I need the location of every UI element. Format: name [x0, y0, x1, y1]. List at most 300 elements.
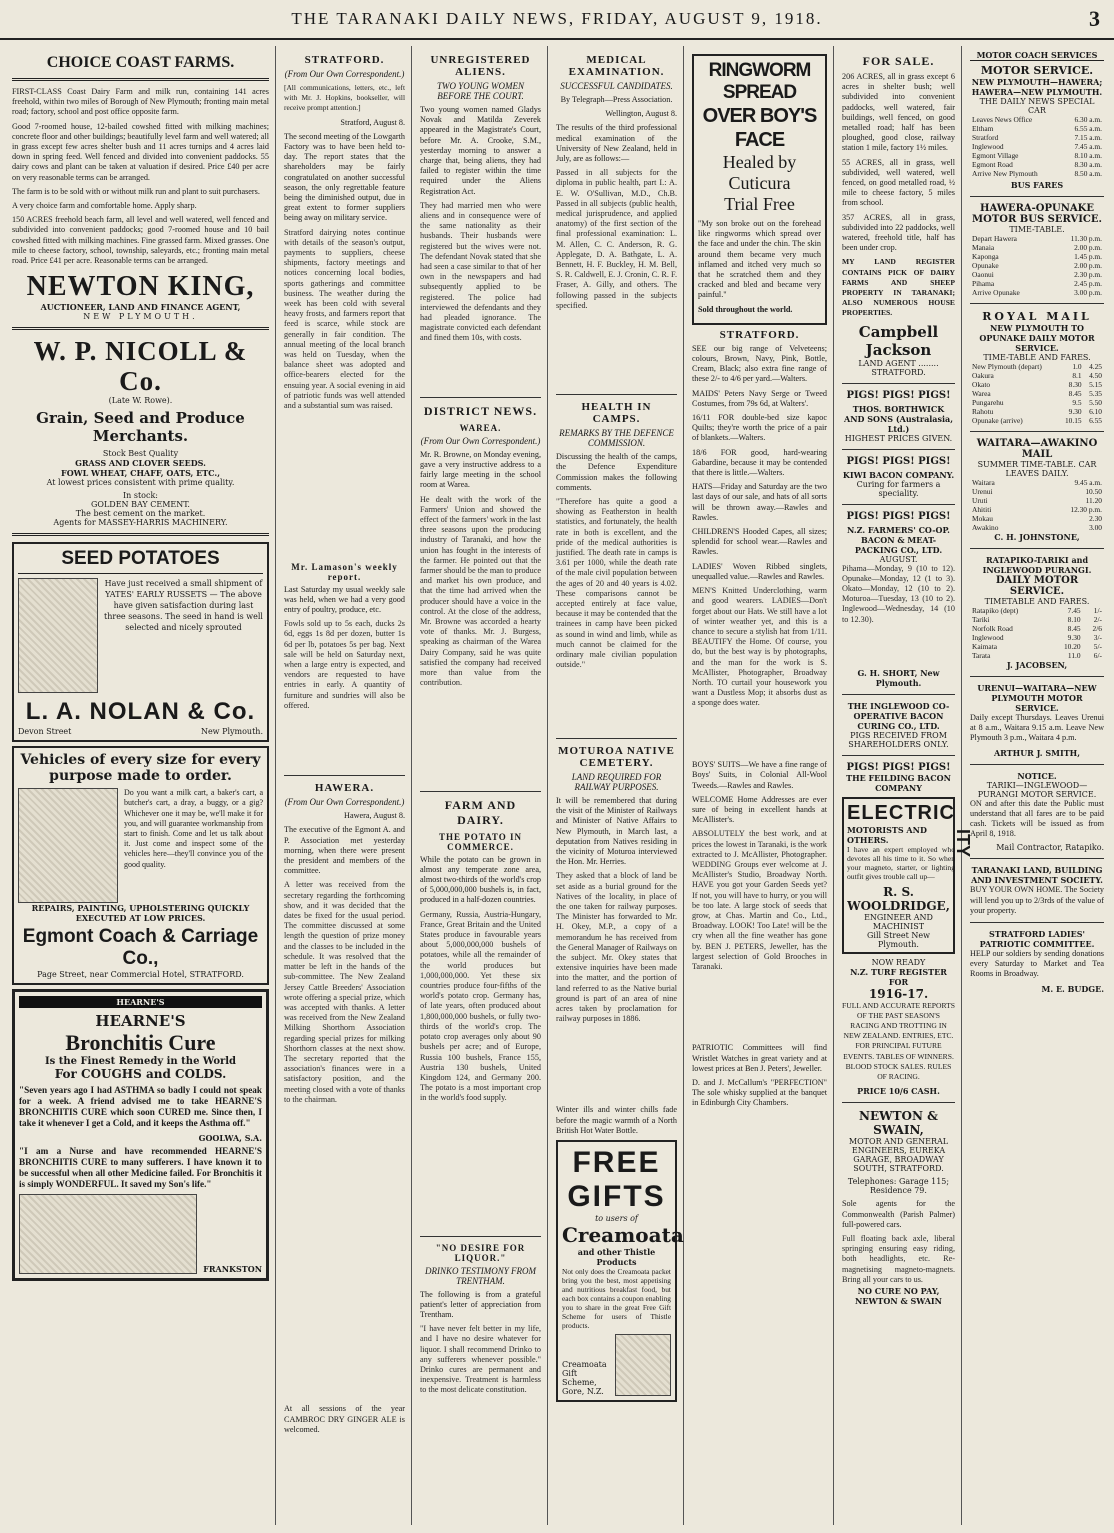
timetable-4-row [970, 505, 1104, 514]
ringworm-heading-2: OVER BOY'S FACE [702, 105, 817, 151]
sole-agents: Sole agents for the Commonwealth (Parish Palmer) full-powered cars. [842, 1199, 955, 1229]
timetable-4-cell: 10.50 [1085, 487, 1102, 496]
building-body: BUY YOUR OWN HOME. The Society will lend you up to 2/3rds of the value of your property. [970, 885, 1104, 915]
timetable-2-cell: 1.45 p.m. [1074, 252, 1102, 261]
notice-body: ON and after this date the Public must understand that all fares are to be paid cash. Tickets will be issued as from April 8, 1918. [970, 798, 1104, 839]
for-sale-1: 206 ACRES, all in grass except 6 acres in shelter bush; well subdivided into convenient paddocks, well watered, fair buildings, well fenced, on good metalled road; half has been ploughed, good close, railway station 1 mile, factory 1½ miles. [842, 72, 955, 153]
timetable-5-cell: Tariki [972, 615, 990, 624]
short: G. H. SHORT, New Plymouth. [857, 667, 940, 688]
nicoll-line-6: GOLDEN BAY CEMENT. [91, 500, 190, 510]
warea-sub: (From Our Own Correspondent.) [420, 435, 541, 446]
timetable-1-cell: 8.10 a.m. [1074, 151, 1102, 160]
royal-sub: NEW PLYMOUTH TO OPUNAKE DAILY MOTOR SERVICE. [979, 323, 1095, 353]
timetable-1-cell: Egmont Village [972, 151, 1019, 160]
ringworm-sold: Sold throughout the world. [698, 304, 793, 314]
seed-body: Have just received a small shipment of YATES' EARLY RUSSETS — The above have given satisfaction during last three seasons. The seed in hand is well selected and nicely sprouted [104, 579, 263, 633]
pigs-banner-1: PIGS! PIGS! PIGS! [846, 389, 951, 401]
timetable-5-row [970, 651, 1104, 660]
timetable-2-cell: Kaponga [972, 252, 999, 261]
timetable-2-cell: 2.45 p.m. [1074, 279, 1102, 288]
timetable-3-cell: 6.10 [1089, 407, 1102, 416]
campbell-jackson: Campbell Jackson [858, 322, 939, 359]
masthead [0, 0, 1114, 40]
timetable-5-cell: 9.30 [1067, 633, 1081, 642]
hearne-illustration [19, 1194, 197, 1274]
hawera-body: A letter was received from the secretary regarding the forthcoming show, and it was decided that the dates be fixed for the usual period. The committee discussed at some length the question of prize money and the classes to be included in the schedule. It was resolved that the matter be left in the hands of the sub-committee. The New Zealand Jersey Cattle Breeders' Association wrote offering a special prize, which was accepted with thanks. A letter was received from the New Zealand Milking Shorthorn Association regarding special prizes for milking Shorthorn classes at the next show. The secretary reported that the association's finances were in a satisfactory position, and the meeting closed with a vote of thanks to the chairman. [284, 880, 405, 1104]
timetable-1-cell: 8.30 a.m. [1074, 160, 1102, 169]
turf-price: PRICE 10/6 CASH. [857, 1086, 940, 1097]
timetable-5-cell: Kaimata [972, 642, 998, 651]
column-5 [686, 46, 834, 1525]
pigs-banner-4: PIGS! PIGS! PIGS! [846, 761, 951, 773]
timetable-5-cell: 8.10 [1067, 615, 1081, 624]
farms-heading: CHOICE COAST FARMS. [46, 54, 235, 71]
stratford-p1: The second meeting of the Lowgarth Factory was to have been held to-day. The report states that the shareholders may be fairly congratulated on another successful season, the only regrettable feature being the diminished output, due in great extent to former suppliers being away on military service. [284, 131, 405, 223]
timetable-4-row [970, 523, 1104, 532]
timetable-3-row [970, 380, 1104, 389]
timetable-5-cell: 10.20 [1063, 642, 1081, 651]
timetable-2-cell: Oaonui [972, 270, 994, 279]
timetable-2-row [970, 234, 1104, 243]
smith: ARTHUR J. SMITH, [993, 747, 1081, 758]
liquor-p1: The following is from a grateful patient's letter of appreciation from Trentham. [420, 1289, 541, 1320]
timetable-5-cell: Norfolk Road [972, 624, 1013, 633]
ringworm-heading-3: Healed by Cuticura [722, 152, 797, 193]
timetable-2-row [970, 261, 1104, 270]
egmont-coach-ad [12, 746, 269, 985]
timetable-5-row [970, 606, 1104, 615]
farm1-details: Good 7-roomed house, 12-bailed cowshed fitted with milking machines; concrete floor and other buildings; beautifully level farm and well watered; all in grass except few acres shelter bush and 11 acres turnips and 4 acres laid down in spring feed. Well fenced and divided into convenient paddocks. 55 dairy cows and plant can be taken at valuation if desired. Price £40 per acre on very reasonable terms can be arranged. [12, 121, 269, 182]
timetable-4-cell: 9.45 a.m. [1074, 478, 1102, 487]
column-4 [550, 46, 684, 1525]
ringworm-heading-4: Trial Free [724, 194, 795, 214]
divider [12, 533, 269, 536]
stratford-dateline: Stratford, August 8. [340, 117, 405, 127]
divider [970, 431, 1104, 432]
hearne-quote-1: "Seven years ago I had ASTHMA so badly I could not speak for a week. A friend advised me to take HEARNE'S BRONCHITIS CURE which soon CURED me. Since then, I take it whenever I get a Cold, and it keeps the Asthma off." [19, 1085, 262, 1129]
timetable-5-cell: 1/- [1093, 606, 1102, 615]
hearne-quote-2-sig: FRANKSTON [203, 1264, 262, 1275]
inglewood-bacon: THE INGLEWOOD CO-OPERATIVE BACON CURING CO., LTD. [847, 700, 950, 731]
for-sale-2: 55 ACRES, all in grass, well subdivided, well watered, well fenced, on good metalled road, ½ mile to cheese factory, 5 miles from school. [842, 157, 955, 208]
lamason-heading: Mr. Lamason's weekly report. [291, 561, 398, 582]
timetable-1-cell: 6.30 a.m. [1074, 115, 1102, 124]
stratford-ad-7: LADIES' Woven Ribbed singlets, unequalled value.—Rawles and Rawles. [692, 561, 827, 581]
timetable-3-row [970, 362, 1104, 371]
turf-body: FULL AND ACCURATE REPORTS OF THE PAST SEASON'S RACING AND TROTTING IN NEW ZEALAND. ENTRIES, ETC. FOR PRINCIPAL FUTURE EVENTS. TABLES OF WINNERS. BLOOD STOCK SALES. RULES OF RACING. [842, 1000, 955, 1082]
urenui-body: Daily except Thursdays. Leaves Urenui at 8 a.m., Waitara 9.15 a.m. Leave New Plymouth 3 p.m., Waitara 4 p.m. [970, 713, 1104, 743]
hawera-dateline: Hawera, August 8. [344, 811, 405, 821]
ringworm-body: "My son broke out on the forehead like ringworms which spread over the face and under the chin. The skin around them became very much inflamed and itched very much so that he scratched them and they cracked and bled and became very painful." [698, 219, 821, 300]
timetable-2-row [970, 288, 1104, 297]
timetable-4-cell: 2.30 [1089, 514, 1102, 523]
divider [420, 1236, 541, 1237]
divider [420, 791, 541, 792]
farm2-text: 150 ACRES freehold beach farm, all level and well watered, well fenced and subdivided into convenient paddocks; good 7-roomed house and 10 bail cowshed fitted with milking machines. Fine grassed farm. Mixed grasses. One mile to cheese factory, school, township, saleyards, etc.; fronting main metal road. Price £41 per acre. Reasonable terms can be arranged. [12, 215, 269, 266]
aliens-body: They had married men who were aliens and in consequence were of the same nationality as their husbands. Their husbands were registered but the wives were not. The defendant Novak stated that she had seen a case similar to that of her own in the newspapers and had subsequently applied to be registered. The police had interviewed the defendants and they had pleaded ignorance. The magistrate convicted each defendant and fined them 10s, with costs. [420, 200, 541, 343]
timetable-5-row [970, 633, 1104, 642]
column-3 [414, 46, 548, 1525]
timetable-4 [970, 478, 1104, 532]
timetable-1 [970, 115, 1104, 178]
notice-sub: TARIKI—INGLEWOOD—PURANGI MOTOR SERVICE. [977, 780, 1097, 799]
stratford-ad-9: WELCOME Home Addresses are ever sure of being in excellent hands at McAllister's. [692, 794, 827, 825]
stratford-ad-11: D. and J. McCallum's "PERFECTION" The sole whisky supplied at the banquet in Edinburgh City Chambers. [692, 1077, 827, 1108]
timetable-5-cell: 2/6 [1092, 624, 1102, 633]
divider [12, 327, 269, 330]
nicoll-line-8: Agents for MASSEY-HARRIS MACHINERY. [53, 518, 228, 528]
stratford-ad-5: HATS—Friday and Saturday are the two last days of our sale, and hats of all sorts will be thrown away.—Rawles and Rawles. [692, 482, 827, 522]
timetable-4-cell: Awakino [972, 523, 999, 532]
divider [970, 548, 1104, 549]
royal-mail: ROYAL MAIL [982, 310, 1092, 323]
medical-p1: The results of the third professional medical examination of the University of New Zealand, held in July, are as follows:— [556, 123, 677, 164]
creamoata-product: Creamoata [562, 1223, 684, 1248]
tt-fares: TIMETABLE AND FARES. [984, 597, 1090, 606]
aliens-heading: UNREGISTERED ALIENS. [430, 54, 531, 78]
nicoll-line-4: At lowest prices consistent with prime quality. [46, 478, 235, 488]
health-heading: HEALTH IN CAMPS. [581, 401, 652, 426]
ladies-heading: STRATFORD LADIES' PATRIOTIC COMMITTEE. [979, 929, 1095, 950]
masthead-title: THE TARANAKI DAILY NEWS, FRIDAY, AUGUST 9, 1918. [291, 9, 823, 28]
electric-side: ITY [953, 829, 973, 858]
creamoata-ad [556, 1140, 684, 1402]
wooldridge-sub: ENGINEER AND MACHINIST [864, 912, 933, 931]
stratford-ad-2: MAIDS' Peters Navy Serge or Tweed Costumes, from 79s 6d, at Walters'. [692, 388, 827, 408]
timetable-5-cell: 6/- [1093, 651, 1102, 660]
vehicles-body: Do you want a milk cart, a baker's cart, a butcher's cart, a dray, a buggy, or a gig? Whichever one it may be, we'll make it for you, and will guarantee workmanship from start to finish. Come and let us talk about it. Just come and inspect some of the vehicles here—they'll convince you of the good quality. [124, 788, 263, 869]
timetable-1-row [970, 160, 1104, 169]
nolan-right: New Plymouth. [200, 727, 263, 737]
timetable-1-row [970, 124, 1104, 133]
warea-body: He dealt with the work of the Farmers' Union and showed the effect of the farmers' work in the last three seasons upon the producing industry of Taranaki, and how the union has fought in the interests of the farmer. He pointed out that the farmer should be the man to produce and market his own produce, and that the time had arrived when the producer should have a voice in the control. At the close of the address, Mr. Browne was accorded a hearty vote of thanks. Mr. J. Burgess, speaking as chairman of the Warea Dairy Company, said he was quite satisfied the company had received more than value from the contribution. [420, 494, 541, 688]
hearne-quote-1-sig: GOOLWA, S.A. [198, 1133, 262, 1144]
newton-swain-sub: MOTOR AND GENERAL ENGINEERS, EUREKA GARAGE, BROADWAY SOUTH, STRATFORD. [848, 1137, 949, 1174]
egmont-name: Egmont Coach & Carriage Co., [22, 926, 259, 970]
timetable-4-cell: Mokau [972, 514, 993, 523]
warea-heading: WAREA. [459, 422, 502, 433]
divider [970, 196, 1104, 197]
timetable-5 [970, 606, 1104, 660]
kiwi-bacon: KIWI BACON COMPANY. [842, 469, 955, 480]
building-society: TARANAKI LAND, BUILDING AND INVESTMENT SOCIETY. [971, 865, 1103, 886]
land-register: MY LAND REGISTER CONTAINS PICK OF DAIRY FARMS AND SHEEP PROPERTY IN TARANAKI; ALSO NUMEROUS HOUSE PROPERTIES. [842, 257, 955, 318]
for-sale-heading: FOR SALE. [862, 54, 935, 68]
timetable-1-row [970, 142, 1104, 151]
newton-swain-footer: NEWTON & SWAIN [855, 1295, 942, 1306]
timetable-5-row [970, 624, 1104, 633]
electricity-ad [842, 797, 973, 954]
stratford-ad-10: PATRIOTIC Committees will find Wristlet Watches in great variety and at lowest prices at Ben J. Peters', Jeweller. [692, 1043, 827, 1073]
timetable-2-cell: Opunake [972, 261, 999, 270]
timetable-3-cell: 5.50 [1089, 398, 1102, 407]
nz-farmers-sub: AUGUST. [879, 554, 918, 564]
medical-sub: SUCCESSFUL CANDIDATES. [560, 81, 673, 91]
timetable-3-cell: 9.30 [1068, 407, 1082, 416]
timetable-1-cell: Egmont Road [972, 160, 1013, 169]
borthwick: THOS. BORTHWICK AND SONS (Australasia, Ltd.) [843, 403, 953, 434]
farm1-terms: The farm is to be sold with or without milk run and plant to suit purchasers. [12, 186, 260, 196]
potato-illustration [18, 578, 98, 693]
timetable-5-row [970, 642, 1104, 651]
ratapiko-heading: RATAPIKO-TARIKI and INGLEWOOD PURANGI. [982, 555, 1092, 575]
hearne-line-2: For COUGHS and COLDS. [54, 1067, 227, 1082]
inglewood-sub: PIGS RECEIVED FROM SHAREHOLDERS ONLY. [848, 730, 949, 749]
timetable-2-cell: 3.00 p.m. [1074, 288, 1102, 297]
free-line-1: to users of [595, 1214, 638, 1224]
egmont-address: Page Street, near Commercial Hotel, STRATFORD. [37, 970, 244, 980]
timetable-3-cell: 4.50 [1089, 371, 1102, 380]
timetable-1-cell: Eltham [972, 124, 994, 133]
divider [842, 383, 955, 384]
hearne-banner: HEARNE'S [19, 996, 262, 1008]
timetable-4-cell: 3.00 [1089, 523, 1102, 532]
timetable-3-cell: 6.55 [1089, 416, 1102, 425]
moturoa-heading: MOTUROA NATIVE CEMETERY. [558, 745, 675, 770]
farm-dairy-heading: FARM AND DAIRY. [444, 797, 517, 827]
timetable-2-cell: 2.00 p.m. [1074, 261, 1102, 270]
free-line-2: and other Thistle Products [577, 1247, 656, 1268]
telephones: Telephones: Garage 115; Residence 79. [847, 1177, 950, 1196]
divider [842, 694, 955, 695]
cuticura-ad [692, 54, 827, 325]
timetable-5-cell: Tarata [972, 651, 991, 660]
timetable-2-cell: 2.30 p.m. [1074, 270, 1102, 279]
stratford-ad-1: SEE our big range of Velveteens; colours, Brown, Navy, Pink, Bottle, Cream, Black; also extra fine range of these 2/- to 4/6 per yard.—Walters. [692, 343, 827, 384]
nz-farmers-schedule: Pihama—Monday, 9 (10 to 12). Opunake—Monday, 12 (1 to 3). Okato—Monday, 12 (10 to 2). Moturoa—Tuesday, 13 (10 to 2). Inglewood—Wednesday, 14 (10 to 12.30). [842, 563, 955, 624]
timetable-3-cell: 9.5 [1072, 398, 1082, 407]
timetable-3-cell: Rahotu [972, 407, 994, 416]
turf-line-2: N.Z. TURF REGISTER FOR [850, 966, 947, 987]
timetable-5-cell: Ratapiko (dept) [972, 606, 1019, 615]
seed-heading: SEED POTATOES [18, 548, 263, 574]
nicoll-late: (Late W. Rowe). [108, 396, 173, 406]
timetable-4-cell: 11.20 [1085, 496, 1102, 505]
notice-heading: NOTICE. [1017, 770, 1057, 781]
kiwi-sub: Curing for farmers a speciality. [856, 479, 941, 498]
timetable-2-cell: Depart Hawera [972, 234, 1017, 243]
stratford-ad-8: BOYS' SUITS—We have a fine range of Boys' Suits, in Colonial All-Wool Tweeds.—Rawles and Rawles. [692, 760, 827, 790]
divider [970, 764, 1104, 765]
timetable-3 [970, 362, 1104, 425]
timetable-5-cell: 3/- [1093, 633, 1102, 642]
timetable-4-row [970, 514, 1104, 523]
page-number: 3 [1089, 6, 1102, 31]
waitara-sub: SUMMER TIME-TABLE. CAR LEAVES DAILY. [977, 460, 1097, 478]
divider [12, 78, 269, 81]
stratford-note: [All communications, letters, etc., left with Mr. J. Hopkins, bookseller, will receive prompt attention.] [284, 83, 405, 113]
timetable-5-cell: 11.0 [1067, 651, 1081, 660]
timetable-1-cell: Leaves News Office [972, 115, 1033, 124]
borthwick-sub: HIGHEST PRICES GIVEN. [844, 433, 953, 443]
ringworm-heading-1: RINGWORM SPREAD [708, 60, 811, 103]
newton-swain-name: NEWTON & SWAIN, [859, 1109, 938, 1138]
medical-heading: MEDICAL EXAMINATION. [568, 54, 665, 78]
timetable-2-row [970, 270, 1104, 279]
timetable-5-cell: 2/- [1093, 615, 1102, 624]
liquor-body: "I have never felt better in my life, and I have no desire whatever for liquor. I shall recommend Drinko to any sufferers whenever possible." Drinko cures are permanent and inexpensive. Treatment is harmless to the most delicate constitution. [420, 1324, 541, 1395]
district-news-heading: DISTRICT NEWS. [423, 403, 538, 418]
health-sub: REMARKS BY THE DEFENCE COMMISSION. [559, 428, 674, 449]
time-table: TIME-TABLE. [1009, 225, 1065, 234]
lamason-body: Fowls sold up to 5s each, ducks 2s 6d, eggs 1s 8d per dozen, butter 1s 6d per lb, potatoes 5s per bag. Next sale will be held on Saturday next, when a large entry is expected, and vendors are requested to have entries in early. A quantity of furniture and sundries will also be offered. [284, 619, 405, 710]
feilding-bacon: THE FEILDING BACON COMPANY [846, 772, 951, 793]
timetable-1-cell: Inglewood [972, 142, 1004, 151]
timetable-1-cell: 7.15 a.m. [1074, 133, 1102, 142]
timetable-3-cell: 8.30 [1068, 380, 1082, 389]
timetable-1-cell: Arrive New Plymouth [972, 169, 1038, 178]
daily-special: THE DAILY NEWS SPECIAL CAR [979, 97, 1095, 115]
timetable-3-cell: 4.25 [1089, 362, 1102, 371]
timetable-1-cell: Stratford [972, 133, 999, 142]
johnstone: C. H. JOHNSTONE, [994, 532, 1080, 542]
timetable-1-cell: 6.55 a.m. [1074, 124, 1102, 133]
timetable-2-row [970, 279, 1104, 288]
timetable-3-cell: Oakura [972, 371, 994, 380]
stratford-body: Stratford dairying notes continue with details of the season's output, payments to suppliers, cheese shipments, factory meetings and notices concerning local bodies, sports gatherings and committee business. The weather during the week has been cold with several heavy frosts, and farmers report that feed is scarce, while stock are generally in fair condition. The annual meeting of the local branch was held on Tuesday, when the balance sheet was adopted and office-bearers elected for the ensuing year. A social evening in aid of patriotic funds was well attended and a substantial sum was raised. [284, 227, 405, 411]
timetable-3-cell: 5.15 [1089, 380, 1102, 389]
daily-motor: DAILY MOTOR SERVICE. [995, 575, 1079, 597]
vehicles-repairs: REPAIRS, PAINTING, UPHOLSTERING QUICKLY EXECUTED AT LOW PRICES. [31, 903, 250, 924]
newton-king-sub: AUCTIONEER, LAND AND FINANCE AGENT, [40, 302, 241, 313]
newton-king-name: NEWTON KING, [26, 271, 255, 303]
timetable-3-cell: 1.0 [1072, 362, 1082, 371]
turf-line-1: NOW READY [871, 957, 926, 967]
timetable-3-cell: Opunake (arrive) [972, 416, 1023, 425]
potato-heading: THE POTATO IN COMMERCE. [438, 831, 522, 852]
nicoll-name: W. P. NICOLL & Co. [33, 336, 248, 397]
divider [970, 676, 1104, 677]
nicoll-line-5: In stock: [122, 491, 158, 501]
cart-illustration [18, 788, 118, 903]
hawera-heading: HAWERA. [314, 782, 375, 795]
medical-body: Passed in all subjects for the diploma in public health, part I.: A. E. W. O'Sullivan, M.D., Ch.B. Passed in all subjects (public health, medical jurisprudence, and applied anatomy) of the first section of the final professional examination: L. M. Allen, C. C. Anderson, R. G. Applegate, D. A. Bathgate, L. A. Bennett, H. F. Buckley, H. M. Bell, S. R. Caldwell, E. J. Cronin, C. R. F. Fraser, A. Gilly, and others. The following passed in the subjects specified. [556, 168, 677, 310]
timetable-3-cell: 10.15 [1064, 416, 1082, 425]
hawera-p1: The executive of the Egmont A. and P. Association met yesterday morning, when there were present the president and members of the committee. [284, 825, 405, 876]
nicoll-line-2: GRASS AND CLOVER SEEDS. [75, 458, 206, 469]
column-7 [964, 46, 1110, 1525]
farm1-apply: A very choice farm and comfortable home. Apply sharp. [12, 201, 197, 211]
timetable-2-row [970, 252, 1104, 261]
timetable-3-cell: 8.45 [1068, 389, 1082, 398]
medical-byline: By Telegraph—Press Association. [560, 95, 673, 104]
no-cure: NO CURE NO PAY, [857, 1285, 940, 1296]
hearne-product: Bronchitis Cure [65, 1030, 216, 1056]
stratford-ad-3: 16/11 FOR double-bed size kapoc Quilts; they're worth the price of a pair of blankets.—Walters. [692, 413, 827, 443]
timetable-3-cell: Okato [972, 380, 991, 389]
timetable-4-cell: Urenui [972, 487, 993, 496]
timetable-4-row [970, 487, 1104, 496]
timetable-5-cell: 7.45 [1067, 606, 1081, 615]
pigs-banner-3: PIGS! PIGS! PIGS! [846, 510, 951, 522]
timetable-3-row [970, 398, 1104, 407]
seed-potatoes-ad [12, 542, 269, 742]
hearne-quote-2: "I am a Nurse and have recommended HEARNE'S BRONCHITIS CURE to many sufferers. I have known it to be successful when all other Medicine failed. For Bronchitis it is simply WONDERFUL. It saved my Son's life." [19, 1146, 262, 1190]
timetable-4-row [970, 478, 1104, 487]
np-hawera: NEW PLYMOUTH—HAWERA; HAWERA—NEW PLYMOUTH. [971, 77, 1103, 97]
baby-illustration [615, 1334, 671, 1396]
timetable-2-cell: Arrive Opunake [972, 288, 1020, 297]
electric-word: ELECTRIC [847, 801, 955, 824]
medical-dateline: Wellington, August 8. [605, 109, 677, 119]
lamason-p1: Last Saturday my usual weekly sale was held, when we had a very good entry of poultry, produce, etc. [284, 584, 405, 615]
timetable-2-cell: Pihama [972, 279, 995, 288]
divider [556, 394, 677, 395]
hawera-opunake: HAWERA-OPUNAKE MOTOR BUS SERVICE. [972, 203, 1102, 225]
timetable-3-cell: 5.35 [1089, 389, 1102, 398]
timetable-2-cell: 11.30 p.m. [1070, 234, 1102, 243]
nolan-name: L. A. NOLAN & Co. [25, 698, 256, 726]
timetable-1-cell: 8.50 a.m. [1074, 169, 1102, 178]
health-p1: Discussing the health of the camps, the Defence Expenditure Commission makes the following comments. [556, 452, 677, 492]
column-6 [836, 46, 973, 1525]
divider [842, 504, 955, 505]
motor-service: MOTOR SERVICE. [980, 64, 1094, 77]
stratford-ads-more: ABSOLUTELY the best work, and at prices the lowest in Taranaki, is the work extracted to J. McAllister, Photographer. WEDDING Groups ever welcome at J. McAllister's Studio, Broadway North. HAVE you got your Garden Seeds yet? If not, you will have to hurry, or you will be too late. A large stock of seeds that grow, at Chas. Martin and Co., Ltd., Broadway. LOOK! Too Late! will be the cry when all the fine weather has gone by. BEN J. PETERS, Jeweller, has the largest selection of Gold Brooches in Taranaki. [692, 829, 827, 971]
timetable-4-cell: Uruti [972, 496, 988, 505]
potato-body: Germany, Russia, Austria-Hungary, France, Great Britain and the United States produce in favourable years about 5,000,000,000 bushels of potatoes, while all the remainder of the world produces but 1,000,000,000. Yet these six countries produce four-fifths of the world's potato crop. Germany has, of late years, often produced about 1,800,000,000 bushels, or fully two-thirds of the world's crop. The potato crop averages only about 90 bushels per acre; and of Europe, Russia 100 bushels, France 155, Austria 130 bushels, United Kingdom 124, and Germany 200. The potato is a most important crop in the world's food supply. [420, 909, 541, 1103]
moturoa-p1: It will be remembered that during the visit of the Minister of Railways and Minister of Native Affairs to New Plymouth, in March last, a deputation from Natives residing in the vicinity of Moturoa interviewed the Hon. Mr. Herries. [556, 796, 677, 867]
liquor-heading: "NO DESIRE FOR LIQUOR." [435, 1242, 526, 1263]
stratford-final: At all sessions of the year CAMBROC DRY GINGER ALE is welcomed. [284, 1404, 405, 1434]
timetable-2-cell: Manaia [972, 243, 995, 252]
wooldridge-name: R. S. WOOLDRIDGE, [847, 884, 950, 913]
divider [842, 449, 955, 450]
mail-contractor: Mail Contractor, Ratapiko. [996, 843, 1104, 853]
column-2 [278, 46, 412, 1525]
timetable-2-cell: 2.00 p.m. [1074, 243, 1102, 252]
warea-p1: Mr. R. Browne, on Monday evening, gave a very instructive address to a fairly large meeting in the school room at Warea. [420, 449, 541, 490]
divider [556, 738, 677, 739]
farm1-text: FIRST-CLASS Coast Dairy Farm and milk run, containing 141 acres freehold, within two miles of Borough of New Plymouth; fronting main metal road; factory, school and post office opposite farm. [12, 87, 269, 117]
stratford-heading: STRATFORD. [304, 54, 385, 66]
turf-line-3: 1916-17. [868, 986, 929, 1001]
aliens-sub: TWO YOUNG WOMEN BEFORE THE COURT. [436, 81, 524, 101]
divider [970, 858, 1104, 859]
timetable-5-cell: 5/- [1093, 642, 1102, 651]
electric-body: I have an expert employed who devotes all his time to it. So when your magneto, starter, or lighting outfit gives trouble call up— [847, 844, 955, 881]
timetable-3-row [970, 407, 1104, 416]
divider [842, 1102, 955, 1103]
timetable-3-cell: Pungarehu [972, 398, 1004, 407]
timetable-3-row [970, 416, 1104, 425]
liquor-sub: DRINKO TESTIMONY FROM TRENTHAM. [424, 1265, 536, 1286]
nicoll-line-1: Stock Best Quality [102, 449, 179, 459]
wooldridge-address: Gill Street New Plymouth. [867, 930, 930, 949]
timetable-2-row [970, 243, 1104, 252]
waitara-awakino: WAITARA—AWAKINO MAIL [976, 438, 1098, 460]
stratford-sub: (From Our Own Correspondent.) [284, 69, 405, 79]
free-signature: Creamoata Gift Scheme, Gore, N.Z. [562, 1360, 607, 1397]
bus-fares: BUS FARES [1010, 180, 1064, 190]
hearne-ad [12, 989, 269, 1281]
timetable-1-row [970, 115, 1104, 124]
timetable-3-row [970, 389, 1104, 398]
moturoa-sub: LAND REQUIRED FOR RAILWAY PURPOSES. [571, 772, 662, 793]
hawera-sub: (From Our Own Correspondent.) [284, 797, 405, 808]
timetable-5-cell: Inglewood [972, 633, 1004, 642]
free-body: Not only does the Creamoata packet bring you the best, most appetising and nutritious breakfast food, but each box contains a coupon enabling you to share in the great Free Gift Scheme for users of Thistle products. [562, 1267, 671, 1331]
campbell-sub: LAND AGENT ........ STRATFORD. [858, 358, 939, 377]
winter-ad: Winter ills and winter chills fade before the magic warmth of a North British Hot Water Bottle. [556, 1105, 677, 1135]
pigs-banner-2: PIGS! PIGS! PIGS! [846, 455, 951, 467]
nolan-left: Devon Street [18, 727, 72, 737]
jacobsen: J. JACOBSEN, [1006, 660, 1068, 670]
royal-tt: TIME-TABLE AND FARES. [983, 353, 1091, 362]
sole-agents-body: Full floating back axle, liberal springing ensuring easy riding, both headlights, etc. Re-magnetising magneto-magnets. Bring all your cars to us. [842, 1233, 955, 1284]
timetable-3-cell: Warea [972, 389, 991, 398]
for-sale-3: 357 ACRES, all in grass, subdivided into 22 paddocks, well watered, freehold title, half has been under crop. [842, 212, 955, 253]
